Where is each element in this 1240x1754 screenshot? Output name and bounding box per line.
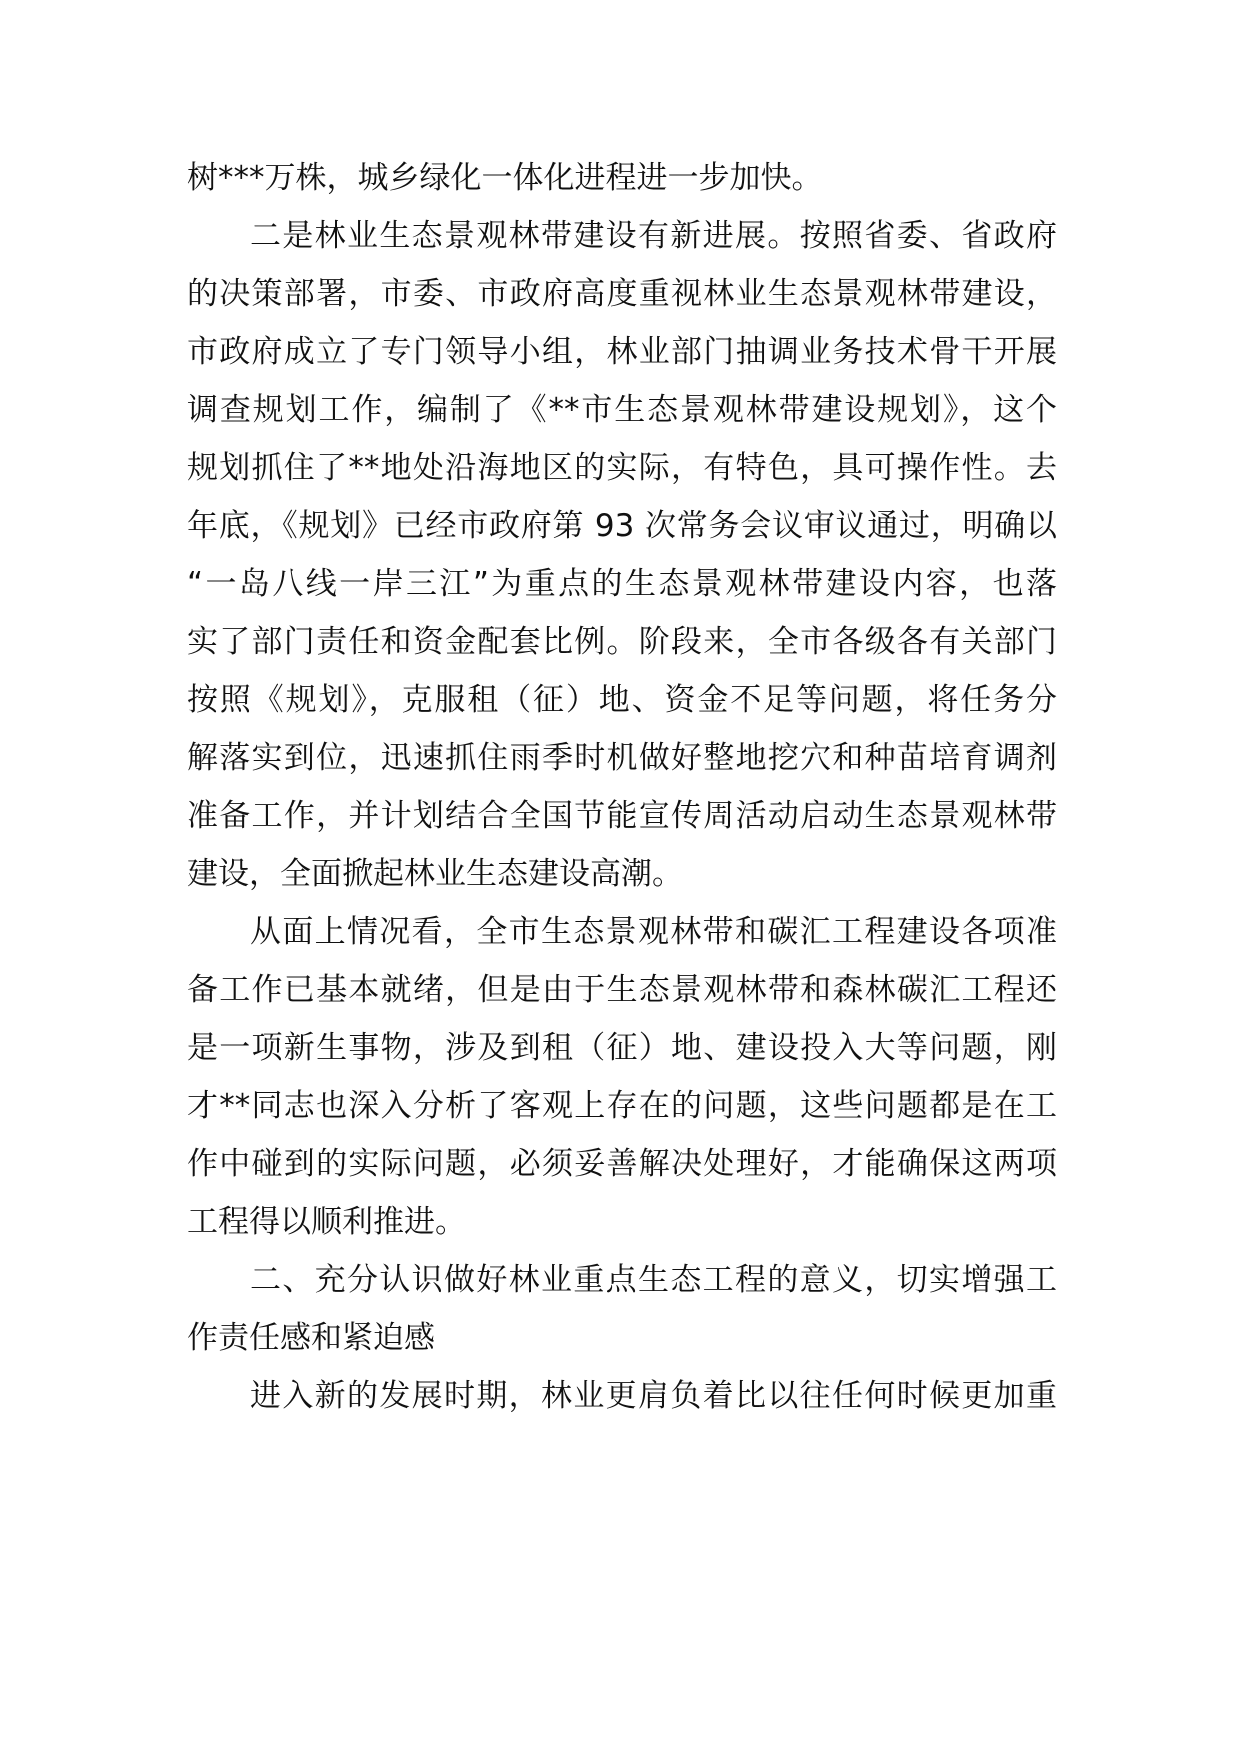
text-line: 准备工作，并计划结合全国节能宣传周活动启动生态景观林带	[187, 798, 1057, 834]
paragraph-first-line: 二是林业生态景观林带建设有新进展。按照省委、省政府	[250, 218, 1057, 254]
text-line: 树***万株，城乡绿化一体化进程进一步加快。	[187, 160, 823, 196]
paragraph-first-line: 从面上情况看，全市生态景观林带和碳汇工程建设各项准	[250, 914, 1057, 950]
text-line: 作中碰到的实际问题，必须妥善解决处理好，才能确保这两项	[187, 1146, 1057, 1182]
text-line: 工程得以顺利推进。	[187, 1204, 466, 1240]
text-line: 才**同志也深入分析了客观上存在的问题，这些问题都是在工	[187, 1088, 1057, 1124]
text-line: 年底，《规划》已经市政府第 93 次常务会议审议通过，明确以	[187, 508, 1057, 544]
text-line: 实了部门责任和资金配套比例。阶段来，全市各级各有关部门	[187, 624, 1057, 660]
text-line: 解落实到位，迅速抓住雨季时机做好整地挖穴和种苗培育调剂	[187, 740, 1057, 776]
text-line: “一岛八线一岸三江”为重点的生态景观林带建设内容，也落	[187, 566, 1057, 602]
text-line: 调查规划工作，编制了《**市生态景观林带建设规划》，这个	[187, 392, 1057, 428]
text-line: 按照《规划》，克服租（征）地、资金不足等问题，将任务分	[187, 682, 1057, 718]
section-heading-line: 作责任感和紧迫感	[187, 1320, 435, 1356]
text-line: 建设，全面掀起林业生态建设高潮。	[187, 856, 683, 892]
section-heading-line: 二、充分认识做好林业重点生态工程的意义，切实增强工	[250, 1262, 1057, 1298]
text-line: 市政府成立了专门领导小组，林业部门抽调业务技术骨干开展	[187, 334, 1057, 370]
text-line: 是一项新生事物，涉及到租（征）地、建设投入大等问题，刚	[187, 1030, 1057, 1066]
paragraph-first-line: 进入新的发展时期，林业更肩负着比以往任何时候更加重	[250, 1378, 1057, 1414]
text-line: 规划抓住了**地处沿海地区的实际，有特色，具可操作性。去	[187, 450, 1057, 486]
text-line: 的决策部署，市委、市政府高度重视林业生态景观林带建设，	[187, 276, 1057, 312]
text-line: 备工作已基本就绪，但是由于生态景观林带和森林碳汇工程还	[187, 972, 1057, 1008]
